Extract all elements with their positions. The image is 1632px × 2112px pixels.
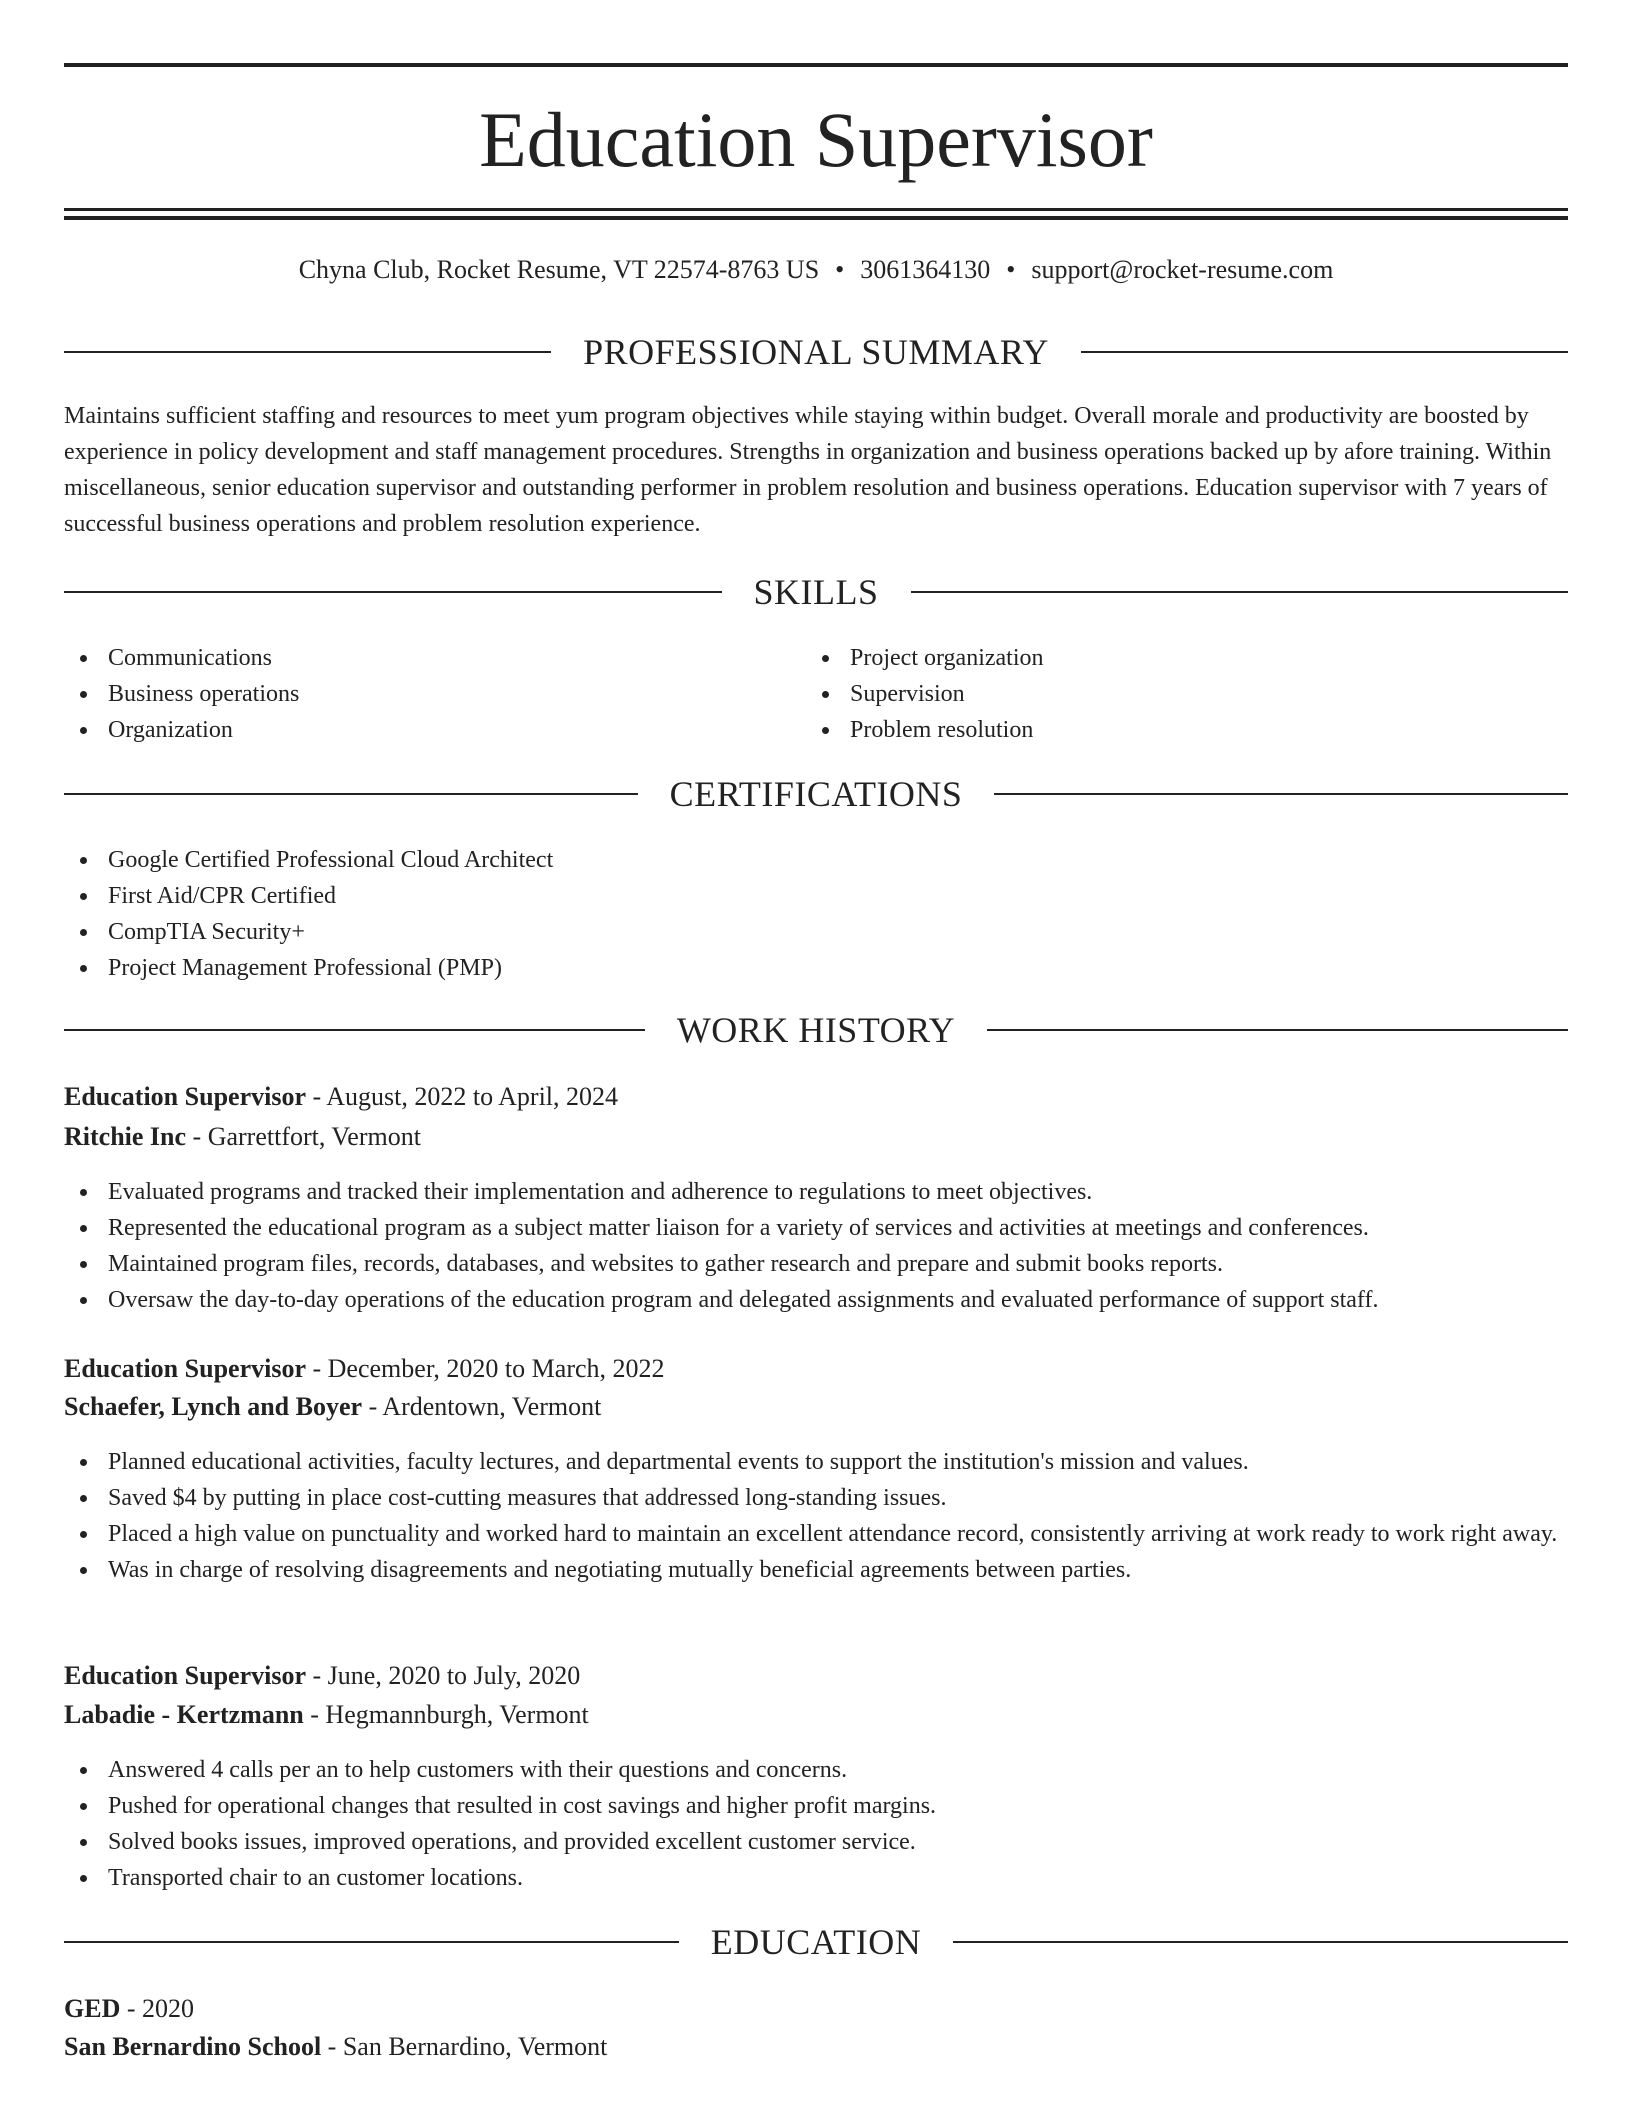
job-company: Labadie - Kertzmann: [64, 1700, 304, 1729]
job-bullet: Solved books issues, improved operations, and provided excellent customer service.: [64, 1824, 1568, 1860]
heading-rule: [987, 1029, 1568, 1031]
education-year: - 2020: [120, 1994, 195, 2023]
skill-item: Communications: [64, 640, 764, 676]
section-heading-summary: [64, 330, 1568, 374]
skills-list-right: [806, 640, 1506, 748]
heading-rule: [994, 793, 1568, 795]
resume-name: Education Supervisor: [479, 96, 1153, 183]
section-heading-skills: [64, 570, 1568, 614]
skill-item: Business operations: [64, 676, 764, 712]
heading-rule: [64, 351, 551, 353]
job-location: - Garrettfort, Vermont: [186, 1122, 421, 1151]
section-title: CERTIFICATIONS: [669, 774, 963, 814]
heading-rule: [64, 591, 722, 593]
certification-item: CompTIA Security+: [64, 914, 1568, 950]
education-degree: GED: [64, 1994, 121, 2023]
heading-rule: [1081, 351, 1568, 353]
heading-rule: [64, 1941, 679, 1943]
skills-list-left: [64, 640, 764, 748]
skill-item: Project organization: [806, 640, 1506, 676]
job-bullet: Represented the educational program as a subject matter liaison for a variety of services and activities at meetings and conferences.: [64, 1210, 1568, 1246]
job-company-line: [64, 1388, 1568, 1426]
job-company-line: [64, 1696, 1568, 1734]
section-heading-work-history: [64, 1008, 1568, 1052]
contact-email[interactable]: support@rocket-resume.com: [1031, 255, 1334, 284]
job-location: - Ardentown, Vermont: [362, 1392, 602, 1421]
job-bullet: Transported chair to an customer locations.: [64, 1860, 1568, 1896]
job-bullet: Evaluated programs and tracked their implementation and adherence to regulations to meet objectives.: [64, 1174, 1568, 1210]
job-bullet: Pushed for operational changes that resulted in cost savings and higher profit margins.: [64, 1788, 1568, 1824]
job-bullet: Maintained program files, records, databases, and websites to gather research and prepare and submit books reports.: [64, 1246, 1568, 1282]
job-company: Schaefer, Lynch and Boyer: [64, 1392, 363, 1421]
section-heading-education: [64, 1920, 1568, 1964]
heading-rule: [911, 591, 1569, 593]
contact-address: Chyna Club, Rocket Resume, VT 22574-8763 US: [298, 255, 820, 284]
education-degree-line: [64, 1990, 1568, 2028]
education-location: - San Bernardino, Vermont: [321, 2032, 608, 2061]
education-school: San Bernardino School: [64, 2032, 322, 2061]
education-school-line: [64, 2028, 1568, 2066]
job-title-line: [64, 1078, 1568, 1116]
job-bullet: Placed a high value on punctuality and worked hard to maintain an excellent attendance record, consistently arriving at work ready to work right away.: [64, 1516, 1568, 1552]
job-bullets: [64, 1444, 1568, 1588]
summary-text: Maintains sufficient staffing and resources to meet yum program objectives while staying within budget. Overall morale and productivity are boosted by experience in policy development and staff management procedures. Strengths in organization and business operations backed up by afore training. Within miscellaneous, senior education supervisor and outstanding performer in problem resolution and business operations. Education supervisor with 7 years of successful business operations and problem resolution experience.: [64, 403, 1552, 537]
heading-rule: [953, 1941, 1568, 1943]
job-dates: - June, 2020 to July, 2020: [306, 1661, 581, 1690]
double-rule: [64, 208, 1568, 220]
contact-separator: •: [835, 255, 845, 284]
heading-rule: [64, 1029, 645, 1031]
job-title: Education Supervisor: [64, 1661, 306, 1690]
certification-item: Google Certified Professional Cloud Architect: [64, 842, 1568, 878]
heading-rule: [64, 793, 638, 795]
skill-item: Supervision: [806, 676, 1506, 712]
section-heading-certifications: [64, 772, 1568, 816]
job-company: Ritchie Inc: [64, 1122, 187, 1151]
job-dates: - December, 2020 to March, 2022: [306, 1354, 665, 1383]
section-title: PROFESSIONAL SUMMARY: [583, 332, 1049, 372]
job-bullet: Planned educational activities, faculty lectures, and departmental events to support the institution's mission and values.: [64, 1444, 1568, 1480]
certification-item: Project Management Professional (PMP): [64, 950, 1568, 986]
section-title: WORK HISTORY: [676, 1010, 956, 1050]
top-rule: [64, 63, 1568, 67]
certifications-list: [64, 842, 1568, 986]
job-title-line: [64, 1657, 1568, 1695]
skill-item: Problem resolution: [806, 712, 1506, 748]
job-title: Education Supervisor: [64, 1082, 306, 1111]
job-bullet: Answered 4 calls per an to help customers with their questions and concerns.: [64, 1752, 1568, 1788]
skill-item: Organization: [64, 712, 764, 748]
section-title: EDUCATION: [710, 1922, 922, 1962]
job-bullet: Saved $4 by putting in place cost-cutting measures that addressed long-standing issues.: [64, 1480, 1568, 1516]
job-company-line: [64, 1118, 1568, 1156]
section-title: SKILLS: [753, 572, 879, 612]
contact-separator: •: [1006, 255, 1016, 284]
job-dates: - August, 2022 to April, 2024: [306, 1082, 619, 1111]
certification-item: First Aid/CPR Certified: [64, 878, 1568, 914]
job-title: Education Supervisor: [64, 1354, 306, 1383]
job-title-line: [64, 1350, 1568, 1388]
job-bullet: Oversaw the day-to-day operations of the education program and delegated assignments and evaluated performance of support staff.: [64, 1282, 1568, 1318]
job-bullets: [64, 1752, 1568, 1896]
contact-phone: 3061364130: [860, 255, 991, 284]
contact-line: [64, 252, 1568, 288]
job-bullet: Was in charge of resolving disagreements and negotiating mutually beneficial agreements between parties.: [64, 1552, 1568, 1588]
job-location: - Hegmannburgh, Vermont: [303, 1700, 589, 1729]
job-bullets: [64, 1174, 1568, 1318]
